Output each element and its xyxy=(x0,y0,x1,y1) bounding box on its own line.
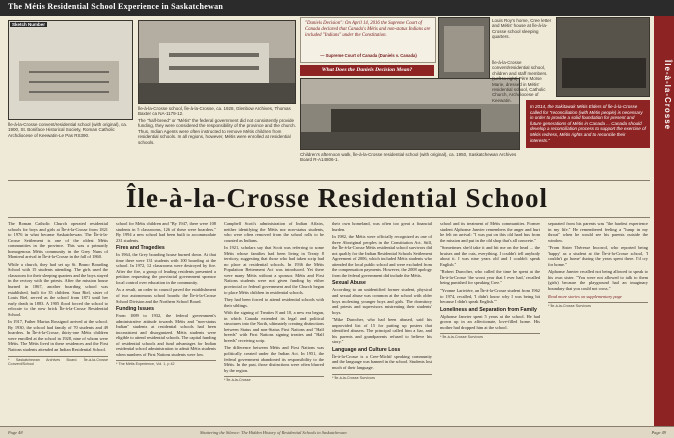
children-walk-photo xyxy=(300,78,520,150)
body-column-3 xyxy=(224,221,324,421)
photo-caption: Louis Roy's home, Cree letter and Métis' house at Île-à-la-Crosse school sleeping quarters. xyxy=(492,18,552,40)
title-rule-bottom xyxy=(8,217,650,218)
body-column-5 xyxy=(440,221,540,421)
paragraph: Campbell Scott's administration of Indian Affairs, neither identifying the Métis nor non-status students, who were often removed from the school rolls to be counted as Indians. xyxy=(224,221,324,243)
paragraph: As a result, an order in council paved the establishment of two autonomous school boards: the Île-à-la-Crosse School Division and the Northern School Board. xyxy=(116,287,216,304)
body-column-2 xyxy=(116,221,216,421)
paragraph: "Mike Durocher, who had been abused, said his unprovided list of 15 for putting up posters that identified abusers. The principal called him a liar, and his parents and grandparents refused to believe his story." xyxy=(332,317,432,345)
body-column-1 xyxy=(8,221,108,421)
page-number-left: Page 48 xyxy=(8,430,23,435)
section-heading: Loneliness and Separation from Family xyxy=(440,306,537,313)
photo-caption: Île-à-la-Crosse convent/residential school, children and staff members. (Left to right) Père Moïse Marie, dressed in Métis' residential school, Catholic Church, Archdiocese of Keewatin. xyxy=(492,60,548,103)
paragraph: Île-à-la-Crosse is a Cree-Michif speaking community and the language was banned in the school. Students lost much of their language. xyxy=(332,353,432,371)
paragraph: school for Métis children and "By 1947, there were 108 students in 5 classrooms, 126 of these were boarders." By 1994 a new school had been built to accommodate 231 students. xyxy=(116,221,216,243)
paragraph: "From Sister Théresse Incorrol, who reported being 'happy' as a student at the Île-à-la-Crosse school, 'I couldn't go home' during the years spent there. I'd cry for home." xyxy=(548,245,648,267)
footnote: * The Métis Experience, Vol. 1, p 42 xyxy=(116,360,216,366)
paragraph: In 1964, the Grey boarding house burned down. At that time there were 131 students with 100 boarding at the school. In 1972, 12 classrooms were destroyed by fire. After the fire, a group of leading residents presented a petition requesting the provincial government sponsor local control over education in the community. xyxy=(116,252,216,285)
intro-caption: The "half-breed" or "Métis" the federal government did not consistently provide funding, they were considered the responsibility of the province and the church. Thus, Indian Agents were often instructed to remove Métis children from residential schools. In all regions, however, Métis were enrolled at residential schools. xyxy=(138,118,296,145)
photo-label: Sketch Number xyxy=(12,22,46,27)
page-number-right: Page 49 xyxy=(651,430,666,435)
paragraph: According to an unidentified former student, physical and sexual abuse was common at the school with older boys molesting younger boys and girls. The dormitory and priests and supervisors mistreating their students' boys. xyxy=(332,287,432,315)
body-column-6 xyxy=(548,221,648,421)
callout-text: In 2014, the Sakitawak Métis Elders of Île-à-la-Crosse called for "reconciliation (with Métis people) is necessary in order to provide a solid foundation for present and future generations of Métis in Canada ... Canada should develop a reconciliation process to support the exercise of Métis redress, Métis rights and to reconcile their interests." xyxy=(530,104,646,143)
publication-title: Shattering the Silence: The Hidden History of Residential Schools in Saskatchewan xyxy=(200,430,347,435)
section-heading: Language and Culture Loss xyxy=(332,346,401,353)
paragraph: They had been forced to attend residential schools with their siblings. xyxy=(224,297,324,308)
daniels-decision-banner: What Does the Daniels Decision Mean? xyxy=(300,65,434,76)
paragraph: From 1889 to 1932, the federal government's administrative attitude towards Métis and "non-status Indian" students at residential schools had been inconsistent and disorganized. Métis students were eligible to attend residential schools. The capital funding of residential schools and fund advantages for Indian residential school administration to admit Métis students when numbers of First Nations students were low. xyxy=(116,313,216,357)
section-heading: Funding Issues xyxy=(116,306,155,313)
reconciliation-callout xyxy=(526,100,650,148)
paragraph: separated from his parents was "the hardest experience in my life." He remembered feeling a "lump in my throat" when he would see his parents outside the window. xyxy=(548,221,648,243)
section-side-tab-label: Île-à-la-Crosse xyxy=(663,60,672,131)
page-footer xyxy=(0,426,674,438)
section-heading: Sexual Abuse xyxy=(332,280,366,287)
header-title: The Métis Residential School Experience in Saskatchewan xyxy=(8,2,224,11)
paragraph: In 1917, Father Marius Rossignol arrived at the school. By 1930, the school had family of 70 students and 49 boarders. In Île-à-la-Crosse, thirty-one Métis children were enrolled at the school in 1928, nine of whom were Métis. The Métis lived in these residences and the First Nations students attended an Indian Residential School. xyxy=(8,319,108,353)
section-heading: Fires and Tragedies xyxy=(116,245,165,252)
paragraph: "Yvonne Larivière, an Île-à-la-Crosse student from 1962 to 1974, recalled, 'I didn't know why I was being hit because I didn't speak English.'" xyxy=(440,288,540,305)
photo-caption: Children's afternoon walk, Île-à-la-Crosse residential school (with original), ca. 1950, Saskatchewan Archives Board R-A14806-1. xyxy=(300,152,517,163)
paragraph: their own homeland, was often too great a financial burden. xyxy=(332,221,432,232)
paragraph: The difference between Métis and First Nations was politically created under the Indian Act. In 1951, the federal government abandoned its responsibility to the Métis. In the past, those distinctions were often blurred by the region. xyxy=(224,345,324,373)
school-building-photo xyxy=(138,20,296,104)
children-group-photo xyxy=(556,17,650,97)
paragraph: In 1982, the Métis were officially recognized as one of three Aboriginal peoples in the Constitution Act. Still, the Île-à-la-Crosse Métis residential school survivors did not qualify for the Indian Residential Schools Settlement Agreement of 2006, which included Métis students who attended the local public school and were excluded from the compensation payments. However, the 2008 apology from the federal government did include the Métis. xyxy=(332,234,432,278)
page-title: Île-à-la-Crosse Residential School xyxy=(126,183,548,213)
paragraph: In 1921, scholars say that Scott was referring to some Métis whose families had been living in Treaty 8 territory, suggesting that those who had taken scrip had no place at residential schools. In 1936 the Métis Population Betterment Act was introduced. Yet there were many Métis without a sponsor. Métis and First Nations students were not given funding by either provincial or federal government and the Church began to place Métis children in residential schools. xyxy=(224,245,324,295)
footnote: * Île-à-la-Crosse Survivors xyxy=(440,333,540,339)
paragraph: school and its treatment of Métis communities. Former student Alphonse Janvier remembers the anger and hurt he felt on arrival: "I was put on this old hard bus from the mission and put in the old shop that's all concrete." xyxy=(440,221,540,243)
title-rule-top xyxy=(8,180,650,181)
paragraph: With the signing of Treaties 8 and 10, a new era began, in which Canada extended its legal and political structures into the North, ultimately creating distinctions between Status and non-Status First Nations and "Half breeds" with First Nations signing treaties and "Half breeds" receiving scrip. xyxy=(224,310,324,343)
quote-attribution: — Supreme Court of Canada (Daniels v. Canada) xyxy=(320,53,417,58)
footnote: * Île-à-la-Crosse Survivors xyxy=(332,374,432,380)
paragraph: While a church, they had set up St. Bruno Boarding School with 15 students attending. The girls used the classroom for their sleeping quarters and the boys stayed in the rectory with the priests. After the mission house burned in 1867, another boarding school was established, built for 35 children. Sara Riel, sister of Louis Riel, served as the school from 1871 until her early death in 1883. A 1905 flood forced the school to relocate to the new brick Île-à-la-Crosse Residential School. xyxy=(8,261,108,317)
paragraph: Alphonse Janvier spent 5 years at the school. He had grown up in an affectionate, love-filled home. His mother had dropped him at the school. xyxy=(440,313,540,330)
paragraph: "Sometimes she'd take it and hit me on the head ... the bruises and the cuts, everything. I couldn't tell anybody about it. I was nine years old and I couldn't speak English." xyxy=(440,245,540,267)
sleeping-quarters-photo xyxy=(438,17,490,81)
paragraph: Alphonse Janvier recalled not being allowed to speak to his own sister. "You were not allowed to talk to them (girls) because the playground had an imaginary boundary that you could not cross." xyxy=(548,269,648,292)
footnote: * Île-à-la-Crosse xyxy=(224,376,324,382)
body-column-4 xyxy=(332,221,432,421)
footnote: * Saskatchewan Archives Board. Île-à-la-Crosse Convent/School xyxy=(8,357,108,366)
read-more-link[interactable]: Read more stories on supplementary page xyxy=(548,293,622,299)
quote-text: "Daniels Decision": On April 14, 2016 the Supreme Court of Canada declared that Canada's Métis and non-status Indians are included "Indians" under the Constitution. xyxy=(305,21,431,38)
paragraph: "Robert Durocher, who called the time he spent at the Île-à-la-Crosse 'the worst year that I ever had,' recalled being punished for speaking Cree." xyxy=(440,269,540,286)
photo-caption: Île-à-la-Crosse school, Île-à-la-Crosse, ca. 1928, Glenbow Archives, Thomas Baxter ca NA-1179-12. xyxy=(138,106,291,117)
footnote: * Île-à-la-Crosse Survivors xyxy=(548,302,648,308)
photo-caption: Île-à-la-Crosse convent/residential school (with original), ca. 1900, St. Boniface Historical Society, Roman Catholic Archdiocese of Keewatin-Le Pas RS390. xyxy=(8,122,128,138)
paragraph: The Roman Catholic Church operated residential schools for boys and girls at Île-à-la-Crosse from 1821 to 1976 in what became Saskatchewan. The Île-à-la-Crosse Settlement is one of the oldest Métis communities in the province. This was a primarily homogenous Métis community in the Grey Nuns of Montreal arrival in Île-à-la-Crosse in the fall of 1860. xyxy=(8,221,108,260)
school-sketch-photo xyxy=(8,20,133,120)
